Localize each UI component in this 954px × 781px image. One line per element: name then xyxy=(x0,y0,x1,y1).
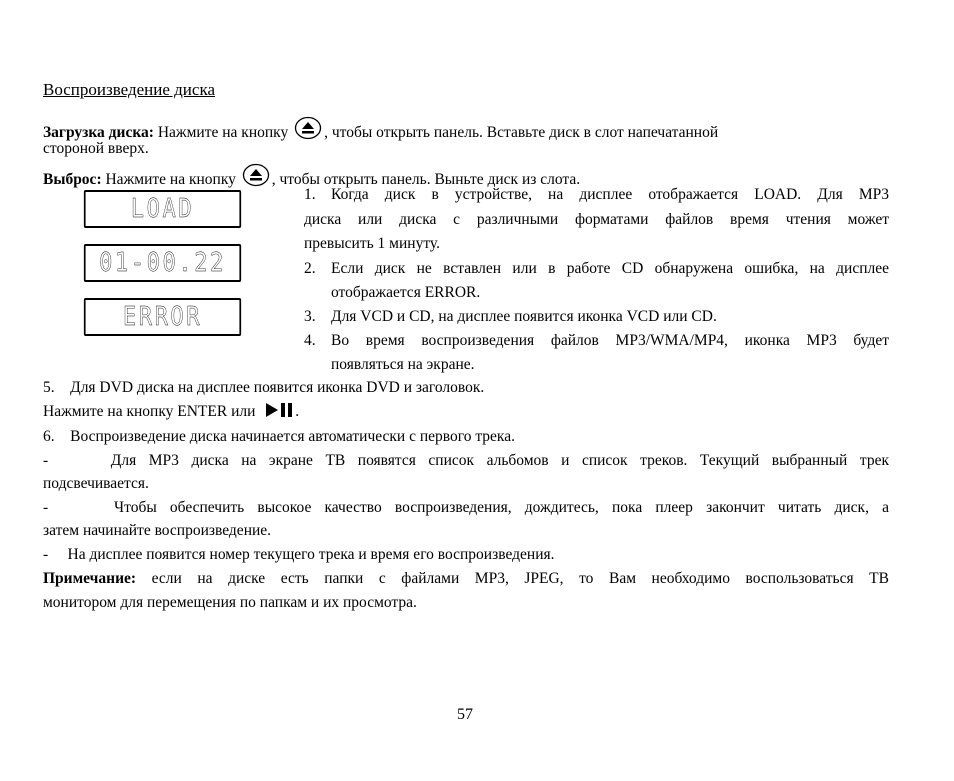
item-1-line: Когда диск в устройстве, на дисплее отображается LOAD. Для MP3 xyxy=(331,186,889,203)
eject-text-before: Нажмите на кнопку xyxy=(101,171,240,188)
load-label: Загрузка диска: xyxy=(43,124,154,141)
bullet-2-line: затем начинайте воспроизведение. xyxy=(43,522,272,539)
eject-label: Выброс: xyxy=(43,171,102,188)
item-number: 3. xyxy=(304,308,316,325)
note-line-2: монитором для перемещения по папкам и их просмотра. xyxy=(43,594,417,611)
item-number: 1. xyxy=(304,186,316,203)
item-3-line: Для VCD и CD, на дисплее появится иконка VCD или CD. xyxy=(331,308,717,325)
page-number: 57 xyxy=(457,706,473,723)
lcd-text: 01-00.22 xyxy=(99,248,226,278)
eject-icon xyxy=(294,116,322,140)
bullet-3-line: - На дисплее появится номер текущего трека и время его воспроизведения. xyxy=(43,546,555,563)
lcd-display-load xyxy=(84,190,241,228)
note-text: если на диске есть папки с файлами MP3, JPEG, то Вам необходимо воспользоваться ТВ xyxy=(136,570,889,587)
enter-text: Нажмите на кнопку ENTER или xyxy=(43,403,260,420)
bullet-1-line: подсвечивается. xyxy=(43,475,149,492)
item-1-line: превысить 1 минуту. xyxy=(304,235,440,252)
load-line2: стороной вверх. xyxy=(43,140,149,157)
section-title: Воспроизведение диска xyxy=(43,80,215,99)
load-text-after: , чтобы открыть панель. Вставьте диск в слот напечатанной xyxy=(324,124,719,141)
item-6: 6. Воспроизведение диска начинается автоматически с первого трека. xyxy=(43,428,515,445)
note-line-1 xyxy=(43,569,889,589)
lcd-display-time xyxy=(84,244,241,282)
lcd-text: LOAD xyxy=(130,194,195,224)
note-label: Примечание: xyxy=(43,570,137,587)
item-2-line: Если диск не вставлен или в работе CD обнаружена ошибка, на дисплее xyxy=(331,260,889,277)
item-2-line: отображается ERROR. xyxy=(331,284,481,301)
lcd-text: ERROR xyxy=(122,302,203,332)
eject-text-after: , чтобы открыть панель. Выньте диск из слота. xyxy=(271,171,581,188)
enter-end: . xyxy=(295,403,300,420)
item-number: 2. xyxy=(304,260,316,277)
eject-icon xyxy=(242,163,270,187)
play-pause-icon xyxy=(265,402,295,418)
bullet-1-line: - Для MP3 диска на экране ТВ появятся список альбомов и список треков. Текущий выбранный трек xyxy=(43,452,889,469)
item-1-line: диска или диска с различными форматами файлов время чтения может xyxy=(304,211,889,228)
bullet-2-line: - Чтобы обеспечить высокое качество воспроизведения, дождитесь, пока плеер закончит читать диск, а xyxy=(43,499,889,516)
item-4-line: Во время воспроизведения файлов MP3/WMA/MP4, иконка MP3 будет xyxy=(331,332,889,349)
enter-line xyxy=(43,402,299,422)
item-5: 5. Для DVD диска на дисплее появится иконка DVD и заголовок. xyxy=(43,379,485,396)
item-number: 4. xyxy=(304,332,316,349)
lcd-display-error xyxy=(84,298,241,336)
load-text-before: Нажмите на кнопку xyxy=(153,124,293,141)
item-4-line: появляться на экране. xyxy=(331,356,475,373)
